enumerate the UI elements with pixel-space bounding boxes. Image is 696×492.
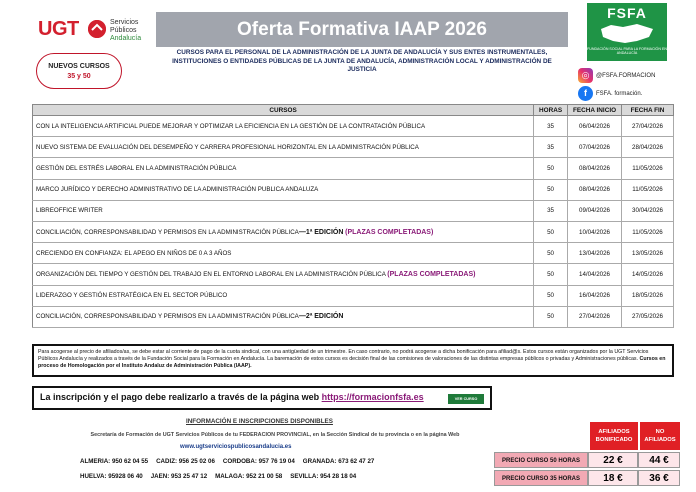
info-text: Para acogerse al precio de afiliados/as, se debe estar al corriente de pago de la cuota sindical, con una antigüedad de un trimestre. En caso contrario, no podrá acogerse a dicha bonificación para afiliad@s. Estos cursos están organizados por la UGT Servicios Públicos Andalucía y realizados a través de la Fundación Social para la Formación en Andalucía. La baremación de estos cursos es decisión final de las comisiones de valoraciones de las distintas empresas públicos o privadas y Administraciones públicas. bbox=[38, 349, 649, 362]
phone-malaga: MALAGA: 952 21 00 58 bbox=[215, 473, 283, 480]
course-start-date: 10/04/2026 bbox=[568, 221, 622, 242]
phone-sevilla: SEVILLA: 954 28 18 04 bbox=[290, 473, 357, 480]
phone-huelva: HUELVA: 95928 06 40 bbox=[80, 473, 143, 480]
table-row bbox=[33, 243, 674, 264]
price-afiliados: 18 € bbox=[588, 470, 638, 486]
table-row bbox=[33, 221, 674, 242]
course-start-date: 27/04/2026 bbox=[568, 306, 622, 327]
course-name: CRECIENDO EN CONFIANZA: EL APEGO EN NIÑOS DE 0 A 3 AÑOS bbox=[33, 243, 534, 264]
instagram-icon: ◎ bbox=[578, 68, 593, 83]
header-fecha-fin: FECHA FIN bbox=[622, 105, 674, 116]
price-row bbox=[494, 452, 684, 468]
table-row bbox=[33, 116, 674, 137]
instagram-handle: @FSFA.FORMACION bbox=[596, 72, 656, 79]
registration-box bbox=[32, 386, 492, 410]
course-name: ORGANIZACIÓN DEL TIEMPO Y GESTIÓN DEL TRABAJO EN EL ENTORNO LABORAL EN LA ADMINISTRACIÓN PÚBLICA bbox=[36, 270, 386, 278]
course-hours: 35 bbox=[534, 137, 568, 158]
course-name-cell bbox=[33, 221, 534, 242]
course-end-date: 11/05/2026 bbox=[622, 158, 674, 179]
table-row bbox=[33, 158, 674, 179]
registration-text: La inscripción y el pago debe realizarlo a través de la página web bbox=[40, 392, 320, 402]
ver-curso-button[interactable]: VER CURSO bbox=[448, 394, 484, 404]
table-row bbox=[33, 200, 674, 221]
course-start-date: 08/04/2026 bbox=[568, 179, 622, 200]
facebook-handle: FSFA. formación. bbox=[596, 90, 643, 97]
price-label: PRECIO CURSO 35 HORAS bbox=[494, 470, 588, 486]
course-start-date: 07/04/2026 bbox=[568, 137, 622, 158]
course-end-date: 18/05/2026 bbox=[622, 285, 674, 306]
instagram-link[interactable] bbox=[578, 68, 655, 83]
course-hours: 50 bbox=[534, 285, 568, 306]
course-start-date: 16/04/2026 bbox=[568, 285, 622, 306]
phones-row-2 bbox=[80, 473, 480, 480]
table-row bbox=[33, 264, 674, 285]
ugt-emblem-icon bbox=[88, 20, 106, 38]
facebook-icon: f bbox=[578, 86, 593, 101]
course-end-date: 14/05/2026 bbox=[622, 264, 674, 285]
table-row bbox=[33, 285, 674, 306]
nuevos-cursos-badge: NUEVOS CURSOS 35 y 50 bbox=[36, 53, 122, 89]
course-hours: 50 bbox=[534, 179, 568, 200]
andalucia-map-icon bbox=[597, 21, 657, 47]
course-name: LIBREOFFICE WRITER bbox=[33, 200, 534, 221]
course-end-date: 11/05/2026 bbox=[622, 221, 674, 242]
phone-almeria: ALMERIA: 950 62 04 55 bbox=[80, 458, 149, 465]
plazas-completadas-badge: (PLAZAS COMPLETADAS) bbox=[345, 228, 434, 236]
course-hours: 35 bbox=[534, 116, 568, 137]
header-horas: HORAS bbox=[534, 105, 568, 116]
course-start-date: 09/04/2026 bbox=[568, 200, 622, 221]
info-notice bbox=[32, 344, 674, 377]
course-name: MARCO JURÍDICO Y DERECHO ADMINISTRATIVO DE LA ADMINISTRACIÓN PUBLICA ANDALUZA bbox=[33, 179, 534, 200]
contact-web-link[interactable]: www.ugtserviciospublicosandalucia.es bbox=[180, 444, 292, 450]
course-name: CON LA INTELIGENCIA ARTIFICIAL PUEDE MEJORAR Y OPTIMIZAR LA EFICIENCIA EN LA GESTIÓN DE LA CONTRATACIÓN PÚBLICA bbox=[33, 116, 534, 137]
course-name-cell bbox=[33, 264, 534, 285]
page-title: Oferta Formativa IAAP 2026 bbox=[156, 12, 568, 47]
course-start-date: 14/04/2026 bbox=[568, 264, 622, 285]
ugt-logo-subtitle: Servicios Públicos Andalucía bbox=[110, 19, 142, 42]
course-start-date: 06/04/2026 bbox=[568, 116, 622, 137]
price-header-afiliados: AFILIADOS BONIFICADO bbox=[590, 422, 638, 450]
course-end-date: 13/05/2026 bbox=[622, 243, 674, 264]
course-name: NUEVO SISTEMA DE EVALUACIÓN DEL DESEMPEÑO Y CARRERA PROFESIONAL HORIZONTAL EN LA ADMINISTRACIÓN PÚBLICA bbox=[33, 137, 534, 158]
phone-granada: GRANADA: 673 62 47 27 bbox=[302, 458, 375, 465]
course-hours: 50 bbox=[534, 221, 568, 242]
course-hours: 50 bbox=[534, 264, 568, 285]
phone-cordoba: CORDOBA: 957 76 19 04 bbox=[222, 458, 295, 465]
table-row bbox=[33, 306, 674, 327]
plazas-completadas-badge: (PLAZAS COMPLETADAS) bbox=[387, 270, 476, 278]
course-end-date: 28/04/2026 bbox=[622, 137, 674, 158]
contact-secretaria: Secretaría de Formación de UGT Servicios Públicos de tu FEDERACION PROVINCIAL, en la Sección Sindical de tu provincia o en la página Web bbox=[90, 432, 460, 438]
fsfa-logo-text: FSFA bbox=[607, 5, 647, 21]
course-name: GESTIÓN DEL ESTRÉS LABORAL EN LA ADMINISTRACIÓN PÚBLICA bbox=[33, 158, 534, 179]
registration-link[interactable]: https://formacionfsfa.es bbox=[321, 392, 424, 402]
ugt-logo-text: UGT bbox=[38, 18, 79, 40]
price-row bbox=[494, 470, 684, 486]
course-name: CONCILIACIÓN, CORRESPONSABILIDAD Y PERMISOS EN LA ADMINISTRACIÓN PÚBLICA bbox=[36, 228, 299, 236]
course-edition: —2ª EDICIÓN bbox=[298, 313, 344, 321]
ugt-logo bbox=[30, 14, 160, 50]
courses-table bbox=[32, 104, 674, 328]
course-start-date: 13/04/2026 bbox=[568, 243, 622, 264]
contact-title: INFORMACIÓN E INSCRIPCIONES DISPONIBLES bbox=[186, 418, 333, 425]
course-start-date: 08/04/2026 bbox=[568, 158, 622, 179]
course-name: CONCILIACIÓN, CORRESPONSABILIDAD Y PERMISOS EN LA ADMINISTRACIÓN PÚBLICA bbox=[36, 313, 299, 321]
course-name-cell bbox=[33, 306, 534, 327]
fsfa-tagline: FUNDACIÓN SOCIAL PARA LA FORMACIÓN EN ANDALUCÍA bbox=[587, 47, 667, 55]
price-label: PRECIO CURSO 50 HORAS bbox=[494, 452, 588, 468]
phone-cadiz: CADIZ: 956 25 02 06 bbox=[156, 458, 215, 465]
phone-jaen: JAEN: 953 25 47 12 bbox=[150, 473, 208, 480]
price-header-no-afiliados: NO AFILIADOS bbox=[640, 422, 680, 450]
phones-row-1 bbox=[80, 458, 480, 465]
course-hours: 50 bbox=[534, 243, 568, 264]
page-subtitle: CURSOS PARA EL PERSONAL DE LA ADMINISTRACIÓN DE LA JUNTA DE ANDALUCÍA Y SUS ENTES INSTRUMENTALES, INSTITUCIONES O ENTIDADES PÚBLICAS DE LA JUNTA DE ANDALUCÍA, ADMINISTRACIÓN LOCAL Y ADMINISTRACIÓN DE JUSTICIA bbox=[172, 49, 552, 74]
table-header-row bbox=[33, 105, 674, 116]
course-hours: 50 bbox=[534, 306, 568, 327]
facebook-link[interactable] bbox=[578, 86, 642, 101]
course-name: LIDERAZGO Y GESTIÓN ESTRATÉGICA EN EL SECTOR PÚBLICO bbox=[33, 285, 534, 306]
price-afiliados: 22 € bbox=[588, 452, 638, 468]
course-end-date: 27/05/2026 bbox=[622, 306, 674, 327]
header-cursos: CURSOS bbox=[33, 105, 534, 116]
table-row bbox=[33, 137, 674, 158]
price-no-afiliados: 44 € bbox=[638, 452, 680, 468]
course-end-date: 27/04/2026 bbox=[622, 116, 674, 137]
course-hours: 50 bbox=[534, 158, 568, 179]
course-end-date: 11/05/2026 bbox=[622, 179, 674, 200]
course-edition: —1ª EDICIÓN bbox=[298, 228, 344, 236]
homologacion-text: Cursos en proceso de Homologación por el Instituto Andaluz de Administración Pública (IAAP). bbox=[38, 356, 666, 369]
fsfa-logo bbox=[587, 3, 667, 61]
course-end-date: 30/04/2026 bbox=[622, 200, 674, 221]
header-fecha-inicio: FECHA INICIO bbox=[568, 105, 622, 116]
course-hours: 35 bbox=[534, 200, 568, 221]
table-row bbox=[33, 179, 674, 200]
price-no-afiliados: 36 € bbox=[638, 470, 680, 486]
